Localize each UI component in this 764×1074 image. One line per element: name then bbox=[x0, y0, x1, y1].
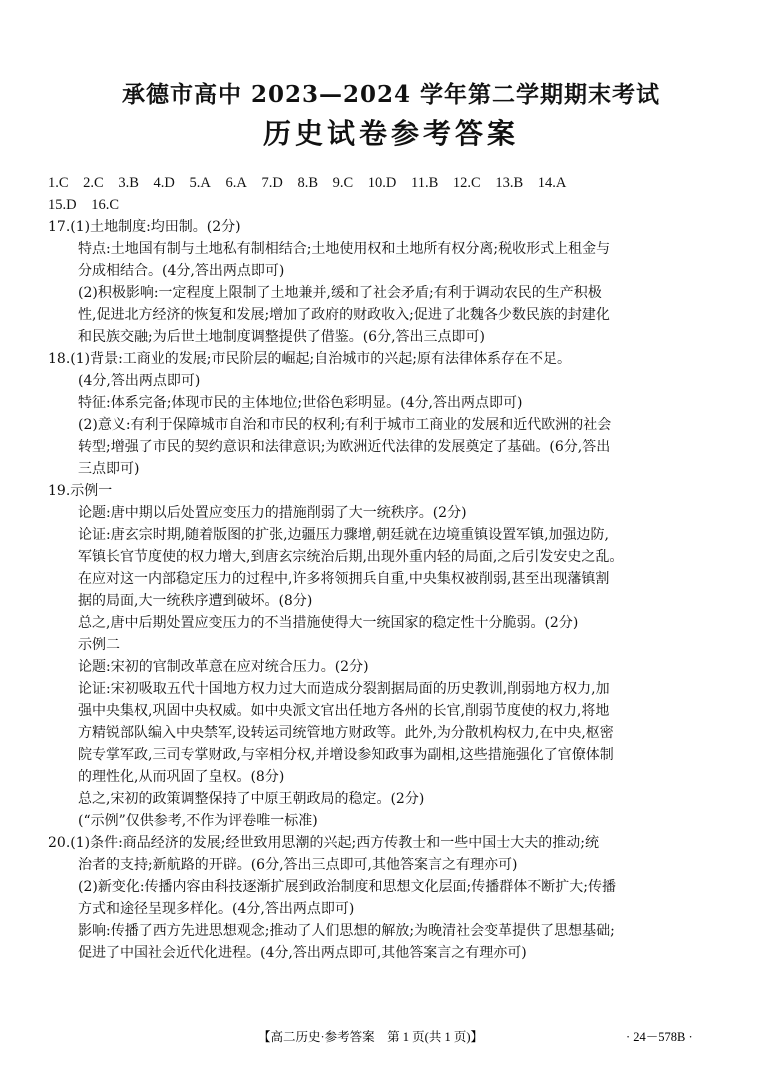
question-line: 方式和途径呈现多样化。(4分,答出两点即可) bbox=[78, 901, 355, 917]
question-line: (“示例”仅供参考,不作为评卷唯一标准) bbox=[78, 813, 318, 829]
exam-title: 承德市高中 2023—2024 学年第二学期期末考试 bbox=[121, 81, 661, 108]
question-line: 影响:传播了西方先进思想观念;推动了人们思想的解放;为晚清社会变革提供了思想基础; bbox=[78, 923, 615, 939]
answer-item: 13.B bbox=[495, 175, 524, 191]
answer-item: 8.B bbox=[297, 175, 318, 191]
answer-item: 16.C bbox=[91, 197, 120, 213]
question-line: 院专掌军政,三司专掌财政,与宰相分权,并增设参知政事为副相,这些措施强化了官僚体制 bbox=[78, 747, 614, 763]
question-line: 18.(1)背景:工商业的发展;市民阶层的崛起;自治城市的兴起;原有法律体系存在不足。 bbox=[48, 351, 571, 367]
question-line: 论题:唐中期以后处置应变压力的措施削弱了大一统秩序。(2分) bbox=[78, 505, 467, 521]
question-line: 治者的支持;新航路的开辟。(6分,答出三点即可,其他答案言之有理亦可) bbox=[78, 857, 518, 873]
question-18-answer bbox=[48, 348, 704, 480]
question-line: 论题:宋初的官制改革意在应对统合压力。(2分) bbox=[78, 659, 369, 675]
question-line: 性,促进北方经济的恢复和发展;增加了政府的财政收入;促进了北魏各少数民族的封建化 bbox=[78, 307, 610, 323]
question-line: 特点:土地国有制与土地私有制相结合;土地使用权和土地所有权分离;税收形式上租金与 bbox=[78, 241, 611, 257]
question-17-answer bbox=[48, 216, 704, 348]
answers-row-2 bbox=[48, 194, 704, 216]
answer-key-title: 历史试卷参考答案 bbox=[262, 117, 519, 150]
question-line: 强中央集权,巩固中央权威。如中央派文官出任地方各州的长官,削弱节度使的权力,将地 bbox=[78, 703, 610, 719]
question-line: 19.示例一 bbox=[48, 483, 113, 499]
question-line: 军镇长官节度使的权力增大,到唐玄宗统治后期,出现外重内轻的局面,之后引发安史之乱。 bbox=[78, 549, 624, 565]
answer-item: 1.C bbox=[48, 175, 69, 191]
question-line: 17.(1)土地制度:均田制。(2分) bbox=[48, 219, 241, 235]
answers-row-1 bbox=[48, 172, 704, 194]
question-line: 转型;增强了市民的契约意识和法律意识;为欧洲近代法律的发展奠定了基础。(6分,答出 bbox=[78, 439, 611, 455]
question-line: 20.(1)条件:商品经济的发展;经世致用思潮的兴起;西方传教士和一些中国士大夫的推动;统 bbox=[48, 835, 599, 851]
question-line: 在应对这一内部稳定压力的过程中,许多将领拥兵自重,中央集权被削弱,甚至出现藩镇割 bbox=[78, 571, 610, 587]
answer-item: 2.C bbox=[83, 175, 104, 191]
answer-item: 7.D bbox=[261, 175, 283, 191]
answer-item: 15.D bbox=[48, 197, 77, 213]
answer-item: 14.A bbox=[537, 175, 567, 191]
question-line: 分成相结合。(4分,答出两点即可) bbox=[78, 263, 285, 279]
question-line: (2)新变化:传播内容由科技逐渐扩展到政治制度和思想文化层面;传播群体不断扩大;传播 bbox=[78, 879, 616, 895]
answer-item: 9.C bbox=[332, 175, 354, 191]
question-line: 的理性化,从而巩固了皇权。(8分) bbox=[78, 769, 285, 785]
footer-paper-code: · 24－578B · bbox=[626, 1030, 693, 1044]
answer-item: 12.C bbox=[452, 175, 481, 191]
question-line: 方精锐部队编入中央禁军,设转运司统管地方财政等。此外,为分散机构权力,在中央,枢密 bbox=[78, 725, 614, 741]
answer-item: 4.D bbox=[153, 175, 175, 191]
question-line: 促进了中国社会近代化进程。(4分,答出两点即可,其他答案言之有理亦可) bbox=[78, 945, 527, 961]
footer-page-info: 【高二历史·参考答案 第 1 页(共 1 页)】 bbox=[258, 1030, 483, 1044]
question-line: 示例二 bbox=[78, 637, 120, 653]
question-19-answer bbox=[48, 480, 704, 832]
question-line: 总之,唐中后期处置应变压力的不当措施使得大一统国家的稳定性十分脆弱。(2分) bbox=[78, 615, 579, 631]
question-line: (4分,答出两点即可) bbox=[78, 373, 201, 389]
question-line: 总之,宋初的政策调整保持了中原王朝政局的稳定。(2分) bbox=[78, 791, 425, 807]
question-line: (2)意义:有利于保障城市自治和市民的权利;有利于城市工商业的发展和近代欧洲的社会 bbox=[78, 417, 612, 433]
question-line: 三点即可) bbox=[78, 461, 140, 477]
question-line: 论证:宋初吸取五代十国地方权力过大而造成分裂割据局面的历史教训,削弱地方权力,加 bbox=[78, 681, 610, 697]
answer-item: 11.B bbox=[411, 175, 439, 191]
answer-item: 3.B bbox=[118, 175, 139, 191]
question-20-answer bbox=[48, 832, 704, 964]
question-line: 特征:体系完备;体现市民的主体地位;世俗色彩明显。(4分,答出两点即可) bbox=[78, 395, 523, 411]
answer-item: 5.A bbox=[189, 175, 211, 191]
question-line: 据的局面,大一统秩序遭到破坏。(8分) bbox=[78, 593, 313, 609]
answer-item: 10.D bbox=[367, 175, 397, 191]
question-line: 和民族交融;为后世土地制度调整提供了借鉴。(6分,答出三点即可) bbox=[78, 329, 485, 345]
question-line: 论证:唐玄宗时期,随着版图的扩张,边疆压力骤增,朝廷就在边境重镇设置军镇,加强边防, bbox=[78, 527, 609, 543]
answer-item: 6.A bbox=[225, 175, 247, 191]
question-line: (2)积极影响:一定程度上限制了土地兼并,缓和了社会矛盾;有利于调动农民的生产积极 bbox=[78, 285, 602, 301]
multiple-choice-answers bbox=[48, 172, 704, 216]
